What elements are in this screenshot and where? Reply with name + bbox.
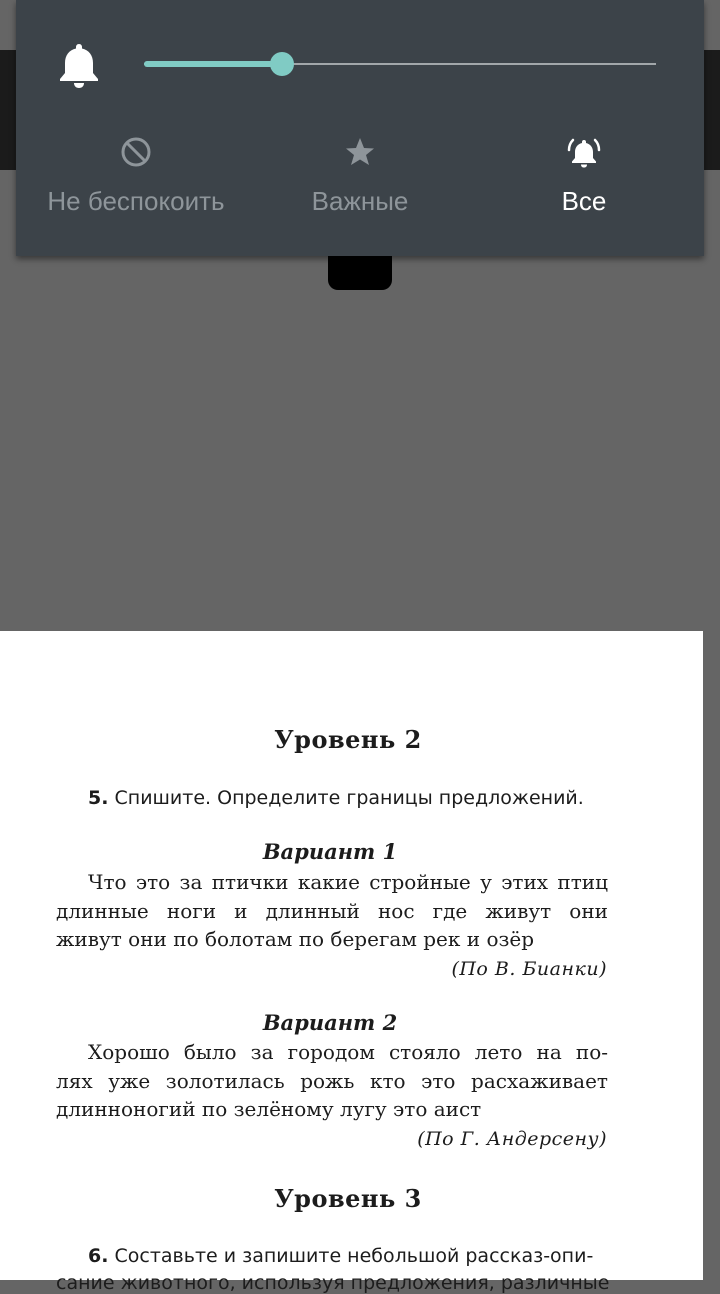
star-icon: [342, 134, 378, 170]
task-5-instruction: [88, 787, 584, 809]
mode-label-all: Все: [561, 186, 607, 216]
task-6-instruction: [88, 1245, 593, 1267]
variant-2-line: длинноногий по зелёному лугу это аист: [56, 1097, 482, 1121]
do-not-disturb-icon: [118, 134, 154, 170]
variant-2-title: Вариант 2: [262, 1010, 398, 1035]
task-6-text: Составьте и запишите небольшой рассказ-опи-: [114, 1245, 594, 1267]
variant-2-line: лях уже золотилась рожь кто это расхаживает: [56, 1069, 608, 1093]
task-5-text: Спишите. Определите границы предложений.: [114, 787, 584, 809]
variant-2-line: Хорошо было за городом стояло лето на по-: [88, 1040, 608, 1064]
variant-1-line: Что это за птички какие стройные у этих птиц: [88, 870, 608, 894]
document-page: [0, 631, 703, 1294]
mode-label-important: Важные: [311, 186, 409, 216]
bell-icon: [56, 40, 102, 90]
task-6-number: 6.: [88, 1245, 109, 1267]
level-3-heading: Уровень 3: [274, 1184, 422, 1213]
variant-2-attribution: (По Г. Андерсену): [417, 1128, 607, 1150]
variant-1-line: длинные ноги и длинный нос где живут они: [56, 899, 608, 923]
mode-all[interactable]: [469, 128, 699, 228]
task-6-text-continued: сание животного, используя предложения, различные: [56, 1272, 610, 1294]
volume-panel: [16, 0, 704, 256]
variant-1-title: Вариант 1: [262, 839, 398, 864]
slider-thumb[interactable]: [270, 52, 294, 76]
volume-slider[interactable]: [144, 50, 656, 78]
mode-label-do-not-disturb: Не беспокоить: [47, 186, 225, 216]
ringer-mode-selector: [16, 128, 704, 228]
variant-1-line: живут они по болотам по берегам рек и озёр: [56, 927, 535, 951]
bell-ringing-icon: [566, 134, 602, 170]
slider-fill: [144, 61, 282, 67]
level-2-heading: Уровень 2: [274, 725, 422, 754]
mode-important[interactable]: [245, 128, 475, 228]
panel-handle[interactable]: [328, 256, 392, 290]
task-5-number: 5.: [88, 787, 109, 809]
variant-1-attribution: (По В. Бианки): [451, 958, 607, 980]
mode-do-not-disturb[interactable]: [21, 128, 251, 228]
